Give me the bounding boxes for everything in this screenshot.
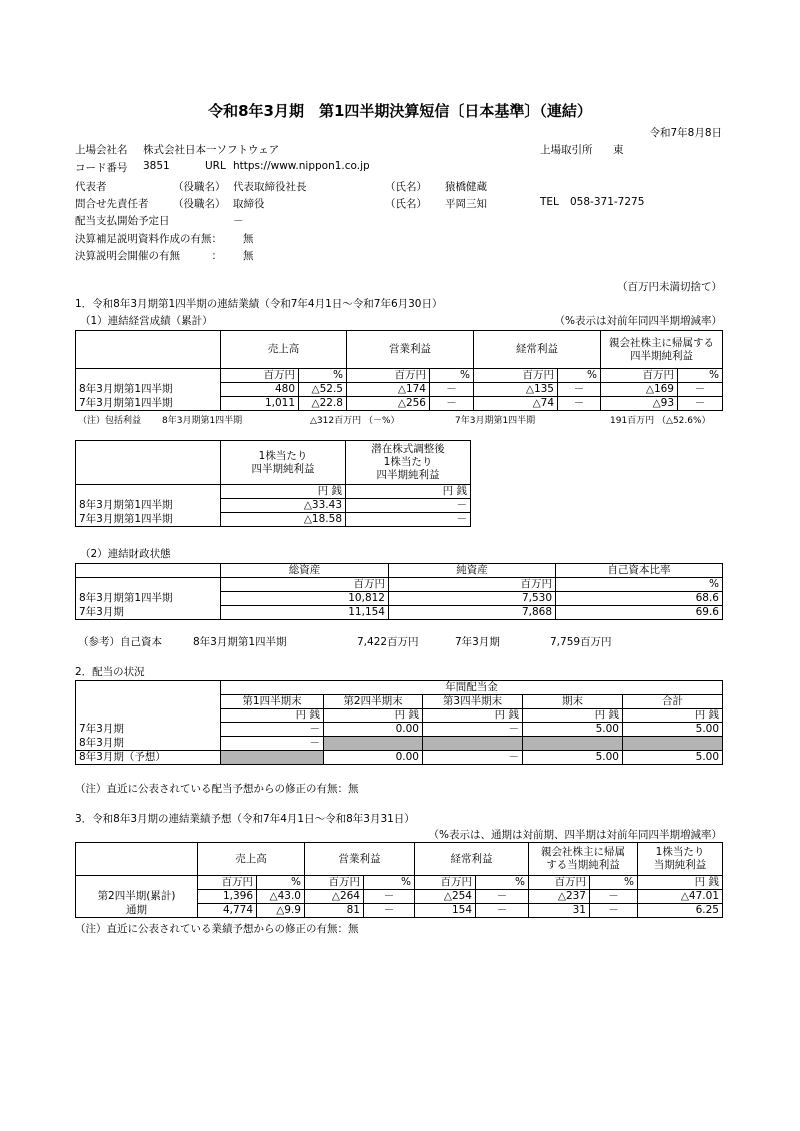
contact-name-label: （氏名） bbox=[385, 198, 427, 210]
code-label: コード番号 bbox=[75, 162, 128, 174]
section1-sub2: （2）連結財政状態 bbox=[80, 548, 171, 560]
cell: 5.00 bbox=[523, 751, 623, 765]
cell: △74 bbox=[474, 397, 558, 411]
row-label: 通期 bbox=[76, 904, 198, 918]
cell: － bbox=[364, 890, 415, 904]
unit: 百万円 bbox=[415, 876, 476, 890]
cell: － bbox=[346, 499, 471, 513]
dividend-date: － bbox=[233, 215, 244, 227]
section2-title: 2．配当の状況 bbox=[75, 666, 145, 678]
shaded-cell bbox=[523, 737, 623, 751]
cell: 31 bbox=[529, 904, 590, 918]
briefing-label: 決算説明会開催の有無 ： bbox=[75, 250, 222, 262]
table-row bbox=[76, 737, 723, 751]
contact-label: 問合せ先責任者 bbox=[75, 198, 149, 210]
col-annual-dividend: 年間配当金 bbox=[221, 681, 723, 695]
cell: 0.00 bbox=[324, 723, 423, 737]
header-line: 1株当たり bbox=[258, 449, 308, 462]
col-total: 合計 bbox=[623, 695, 723, 709]
unit: % bbox=[678, 369, 723, 383]
unit: % bbox=[476, 876, 529, 890]
header-line: 親会社株主に帰属する bbox=[609, 336, 714, 349]
cell: △237 bbox=[529, 890, 590, 904]
financial-position-table bbox=[75, 563, 723, 620]
rep-name: 猿橋健蔵 bbox=[445, 181, 487, 193]
row-label: 8年3月期第1四半期 bbox=[76, 499, 221, 513]
cell: △93 bbox=[601, 397, 678, 411]
forecast-pct-note: （%表示は、通期は対前期、四半期は対前年同四半期増減率） bbox=[428, 829, 722, 841]
note-period: 8年3月期第1四半期 bbox=[193, 636, 287, 648]
cell: △22.8 bbox=[299, 397, 347, 411]
section1-title: 1．令和8年3月期第1四半期の連結業績（令和7年4月1日～令和7年6月30日） bbox=[75, 298, 443, 310]
tel-label: TEL bbox=[540, 196, 559, 208]
cell: △256 bbox=[347, 397, 430, 411]
note-value: 7,759百万円 bbox=[550, 636, 612, 648]
unit: 円 銭 bbox=[623, 709, 723, 723]
tel: 058-371-7275 bbox=[570, 196, 645, 208]
header-line: 四半期純利益 bbox=[376, 469, 440, 481]
cell: － bbox=[476, 890, 529, 904]
contact-name: 平岡三知 bbox=[445, 198, 487, 210]
rep-title-label: （役職名） bbox=[173, 181, 226, 193]
cell: － bbox=[558, 397, 601, 411]
cell: △135 bbox=[474, 383, 558, 397]
header-line: 四半期純利益 bbox=[630, 349, 693, 362]
unit: % bbox=[299, 369, 347, 383]
note-label: （参考）自己資本 bbox=[78, 636, 162, 648]
unit: % bbox=[590, 876, 638, 890]
unit: 百万円 bbox=[529, 876, 590, 890]
url-link[interactable]: https://www.nippon1.co.jp bbox=[233, 160, 370, 172]
cell: 1,011 bbox=[221, 397, 299, 411]
col-net-income bbox=[529, 843, 638, 876]
table-row bbox=[76, 397, 723, 411]
section1-sub1: （1）連結経営成績（累計） bbox=[80, 315, 213, 327]
cell: 5.00 bbox=[623, 751, 723, 765]
unit: 円 銭 bbox=[324, 709, 423, 723]
header-line: 潜在株式調整後 bbox=[371, 443, 445, 455]
unit: 円 銭 bbox=[221, 709, 324, 723]
table-row bbox=[76, 499, 471, 513]
section3-title: 3．令和8年3月期の連結業績予想（令和7年4月1日～令和8年3月31日） bbox=[75, 813, 415, 825]
unit: 円 銭 bbox=[638, 876, 723, 890]
cell: 6.25 bbox=[638, 904, 723, 918]
briefing: 無 bbox=[243, 250, 254, 262]
cell: 480 bbox=[221, 383, 299, 397]
cell: △174 bbox=[347, 383, 430, 397]
col-total-assets: 総資産 bbox=[221, 564, 389, 578]
table-row bbox=[76, 513, 471, 527]
shaded-cell bbox=[623, 737, 723, 751]
table-row bbox=[76, 890, 723, 904]
header-line: 親会社株主に帰属 bbox=[541, 846, 625, 858]
cell: － bbox=[346, 513, 471, 527]
cell: － bbox=[430, 397, 474, 411]
col-eps bbox=[221, 441, 346, 485]
cell: 81 bbox=[305, 904, 364, 918]
note-period: 7年3月期 bbox=[455, 636, 500, 648]
row-label: 第2四半期(累計) bbox=[76, 890, 198, 904]
shaded-cell bbox=[324, 737, 423, 751]
company-name: 株式会社日本一ソフトウェア bbox=[143, 144, 280, 156]
unit: 円 銭 bbox=[523, 709, 623, 723]
contact-title-label: （役職名） bbox=[173, 198, 226, 210]
shaded-cell bbox=[423, 737, 523, 751]
cell: － bbox=[476, 904, 529, 918]
cell: △18.58 bbox=[221, 513, 346, 527]
row-label: 8年3月期 bbox=[76, 737, 221, 751]
cell: － bbox=[678, 383, 723, 397]
col-sales: 売上高 bbox=[198, 843, 305, 876]
cell: 5.00 bbox=[523, 723, 623, 737]
col-q1: 第1四半期末 bbox=[221, 695, 324, 709]
cell: － bbox=[423, 751, 523, 765]
supplement: 無 bbox=[243, 233, 254, 245]
cell: △9.9 bbox=[257, 904, 305, 918]
cell: － bbox=[364, 904, 415, 918]
unit: 円 銭 bbox=[221, 485, 346, 499]
col-eps bbox=[638, 843, 723, 876]
row-label: 7年3月期 bbox=[76, 723, 221, 737]
cell: 68.6 bbox=[556, 592, 723, 606]
unit: 百万円 bbox=[474, 369, 558, 383]
table-row bbox=[76, 751, 723, 765]
forecast-table bbox=[75, 842, 723, 918]
note-value: △312百万円 （－%） bbox=[310, 416, 400, 426]
cell: 5.00 bbox=[623, 723, 723, 737]
col-q2: 第2四半期末 bbox=[324, 695, 423, 709]
unit: % bbox=[558, 369, 601, 383]
col-diluted-eps bbox=[346, 441, 471, 485]
url-label: URL bbox=[205, 160, 226, 172]
cell: － bbox=[221, 737, 324, 751]
cell: △43.0 bbox=[257, 890, 305, 904]
unit: 百万円 bbox=[389, 578, 556, 592]
header-line: する当期純利益 bbox=[546, 859, 620, 871]
col-ordinary-income: 経常利益 bbox=[474, 331, 601, 369]
note-label: （注）包括利益 bbox=[78, 416, 142, 426]
col-net-income bbox=[601, 331, 723, 369]
cell: － bbox=[590, 890, 638, 904]
table-row bbox=[76, 606, 723, 620]
row-label: 7年3月期第1四半期 bbox=[76, 397, 221, 411]
cell: △52.5 bbox=[299, 383, 347, 397]
cell: － bbox=[430, 383, 474, 397]
rounding-note: （百万円未満切捨て） bbox=[617, 281, 722, 293]
col-q3: 第3四半期末 bbox=[423, 695, 523, 709]
cell: 11,154 bbox=[221, 606, 389, 620]
unit: 円 銭 bbox=[346, 485, 471, 499]
cell: △264 bbox=[305, 890, 364, 904]
shaded-cell bbox=[221, 751, 324, 765]
dividend-date-label: 配当支払開始予定日 bbox=[75, 215, 170, 227]
cell: － bbox=[678, 397, 723, 411]
col-equity-ratio: 自己資本比率 bbox=[556, 564, 723, 578]
unit: 百万円 bbox=[601, 369, 678, 383]
unit: 百万円 bbox=[221, 578, 389, 592]
corner bbox=[76, 331, 221, 369]
cell: － bbox=[221, 723, 324, 737]
supplement-label: 決算補足説明資料作成の有無： bbox=[75, 233, 222, 245]
cell: 4,774 bbox=[198, 904, 257, 918]
rep-title: 代表取締役社長 bbox=[233, 181, 307, 193]
row-label: 8年3月期第1四半期 bbox=[76, 383, 221, 397]
table-row bbox=[76, 904, 723, 918]
code: 3851 bbox=[143, 160, 170, 172]
operating-results-table bbox=[75, 330, 723, 411]
table-row bbox=[76, 383, 723, 397]
col-sales: 売上高 bbox=[221, 331, 347, 369]
company-label: 上場会社名 bbox=[75, 144, 128, 156]
cell: － bbox=[423, 723, 523, 737]
cell: 0.00 bbox=[324, 751, 423, 765]
col-operating-income: 営業利益 bbox=[305, 843, 415, 876]
cell: 7,868 bbox=[389, 606, 556, 620]
note-period: 8年3月期第1四半期 bbox=[162, 416, 243, 426]
col-operating-income: 営業利益 bbox=[347, 331, 474, 369]
dividend-revision-note: （注）直近に公表されている配当予想からの修正の有無：無 bbox=[75, 783, 359, 795]
header-line: 1株当たり bbox=[655, 846, 705, 858]
unit: 百万円 bbox=[305, 876, 364, 890]
row-label: 7年3月期第1四半期 bbox=[76, 513, 221, 527]
unit: 百万円 bbox=[347, 369, 430, 383]
header-line: 四半期純利益 bbox=[251, 462, 315, 475]
cell: △254 bbox=[415, 890, 476, 904]
cell: 1,396 bbox=[198, 890, 257, 904]
col-year-end: 期末 bbox=[523, 695, 623, 709]
col-ordinary-income: 経常利益 bbox=[415, 843, 529, 876]
header-line: 1株当たり bbox=[383, 456, 433, 468]
note-value: 191百万円 （△52.6%） bbox=[610, 416, 711, 426]
exchange: 東 bbox=[613, 144, 624, 156]
cell: △33.43 bbox=[221, 499, 346, 513]
note-value: 7,422百万円 bbox=[357, 636, 419, 648]
unit: % bbox=[364, 876, 415, 890]
unit: 百万円 bbox=[221, 369, 299, 383]
unit: 円 銭 bbox=[423, 709, 523, 723]
forecast-revision-note: （注）直近に公表されている業績予想からの修正の有無：無 bbox=[75, 923, 359, 935]
table-row bbox=[76, 592, 723, 606]
unit: 百万円 bbox=[198, 876, 257, 890]
contact-title: 取締役 bbox=[233, 198, 265, 210]
unit: % bbox=[556, 578, 723, 592]
row-label: 8年3月期（予想） bbox=[76, 751, 221, 765]
table-row bbox=[76, 723, 723, 737]
cell: △169 bbox=[601, 383, 678, 397]
report-date: 令和7年8月8日 bbox=[649, 127, 722, 139]
col-net-assets: 純資産 bbox=[389, 564, 556, 578]
cell: 7,530 bbox=[389, 592, 556, 606]
unit: % bbox=[430, 369, 474, 383]
header-line: 当期純利益 bbox=[653, 859, 707, 871]
row-label: 8年3月期第1四半期 bbox=[76, 592, 221, 606]
dividends-table bbox=[75, 680, 723, 765]
cell: 10,812 bbox=[221, 592, 389, 606]
note-period: 7年3月期第1四半期 bbox=[455, 416, 536, 426]
cell: 154 bbox=[415, 904, 476, 918]
row-label: 7年3月期 bbox=[76, 606, 221, 620]
cell: － bbox=[558, 383, 601, 397]
cell: － bbox=[590, 904, 638, 918]
document-title: 令和8年3月期 第1四半期決算短信〔日本基準〕（連結） bbox=[208, 102, 592, 120]
eps-table bbox=[75, 440, 471, 527]
rep-label: 代表者 bbox=[75, 181, 107, 193]
cell: △47.01 bbox=[638, 890, 723, 904]
cell: 69.6 bbox=[556, 606, 723, 620]
pct-note: （%表示は対前年同四半期増減率） bbox=[554, 315, 722, 327]
rep-name-label: （氏名） bbox=[385, 181, 427, 193]
unit: % bbox=[257, 876, 305, 890]
exchange-label: 上場取引所 bbox=[540, 144, 593, 156]
